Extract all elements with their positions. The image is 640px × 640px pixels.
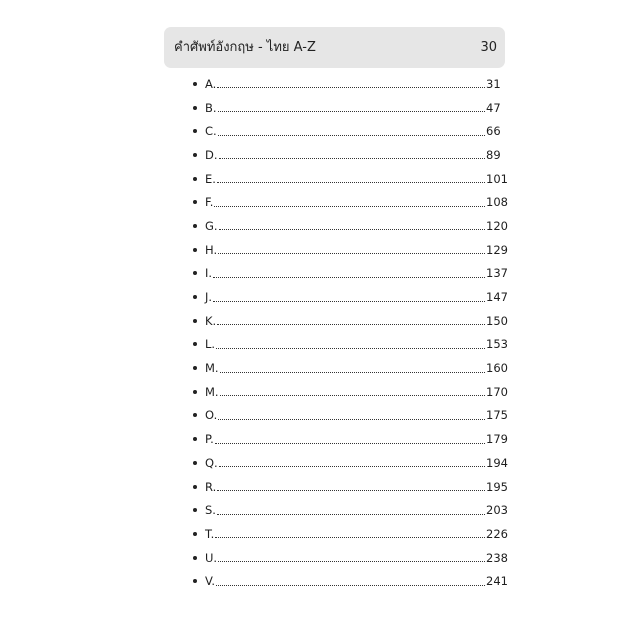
toc-item — [190, 356, 508, 380]
dot-leader — [218, 419, 485, 420]
toc-item — [190, 380, 508, 404]
bullet-icon — [193, 556, 197, 560]
toc-item — [190, 238, 508, 262]
section-page-number: 30 — [480, 40, 497, 55]
toc-letter: A. — [205, 76, 217, 91]
toc-page-number: 120 — [486, 218, 508, 233]
toc-page-number: 179 — [486, 432, 508, 447]
dot-leader — [218, 111, 485, 112]
bullet-icon — [193, 532, 197, 536]
toc-letter: K. — [205, 313, 217, 328]
toc-page-number: 238 — [486, 550, 508, 565]
toc-page-number: 47 — [486, 100, 501, 115]
toc-page-number: 203 — [486, 503, 508, 518]
dot-leader — [215, 443, 485, 444]
dot-leader — [213, 301, 485, 302]
bullet-icon — [193, 153, 197, 157]
toc-page-number: 89 — [486, 147, 501, 162]
dot-leader — [219, 229, 485, 230]
toc-letter: R. — [205, 479, 217, 494]
dot-leader — [218, 135, 485, 136]
toc-page-number: 160 — [486, 361, 508, 376]
bullet-icon — [193, 271, 197, 275]
dot-leader — [218, 253, 485, 254]
bullet-icon — [193, 295, 197, 299]
bullet-icon — [193, 413, 197, 417]
toc-page-number: 175 — [486, 408, 508, 423]
toc-page-number: 153 — [486, 337, 508, 352]
toc-item — [190, 546, 508, 570]
dot-leader — [216, 348, 485, 349]
dot-leader — [217, 87, 485, 88]
dot-leader — [213, 277, 485, 278]
toc-item — [190, 214, 508, 238]
dot-leader — [219, 466, 485, 467]
dot-leader — [217, 324, 485, 325]
dot-leader — [214, 206, 485, 207]
toc-item — [190, 475, 508, 499]
toc-page-number: 195 — [486, 479, 508, 494]
toc-item — [190, 569, 508, 593]
dot-leader — [217, 490, 485, 491]
dot-leader — [215, 537, 485, 538]
toc-letter: P. — [205, 432, 214, 447]
bullet-icon — [193, 342, 197, 346]
toc-letter: S. — [205, 503, 216, 518]
dot-leader — [217, 514, 485, 515]
dot-leader — [217, 182, 485, 183]
toc-item — [190, 285, 508, 309]
toc-page-number: 66 — [486, 124, 501, 139]
toc-letter: C. — [205, 124, 217, 139]
dot-leader — [218, 561, 485, 562]
toc-letter: J. — [205, 290, 213, 305]
toc-letter: T. — [205, 526, 215, 541]
dot-leader — [220, 395, 485, 396]
toc-item — [190, 72, 508, 96]
toc-item — [190, 96, 508, 120]
bullet-icon — [193, 508, 197, 512]
toc-page-number: 241 — [486, 574, 508, 589]
bullet-icon — [193, 106, 197, 110]
toc-page-number: 150 — [486, 313, 508, 328]
toc-letter: M. — [205, 361, 219, 376]
table-of-contents — [190, 72, 508, 593]
toc-item — [190, 522, 508, 546]
toc-page-number: 194 — [486, 455, 508, 470]
toc-page-number: 137 — [486, 266, 508, 281]
toc-page-number: 129 — [486, 242, 508, 257]
toc-letter: Q. — [205, 455, 218, 470]
bullet-icon — [193, 129, 197, 133]
toc-letter: E. — [205, 171, 216, 186]
dot-leader — [219, 158, 485, 159]
toc-item — [190, 190, 508, 214]
section-header — [164, 27, 505, 68]
bullet-icon — [193, 437, 197, 441]
toc-letter: I. — [205, 266, 213, 281]
bullet-icon — [193, 177, 197, 181]
toc-item — [190, 404, 508, 428]
toc-item — [190, 498, 508, 522]
bullet-icon — [193, 319, 197, 323]
bullet-icon — [193, 248, 197, 252]
toc-item — [190, 119, 508, 143]
toc-page-number: 101 — [486, 171, 508, 186]
bullet-icon — [193, 200, 197, 204]
toc-letter: H. — [205, 242, 218, 257]
toc-letter: M. — [205, 384, 219, 399]
toc-letter: G. — [205, 218, 218, 233]
toc-item — [190, 451, 508, 475]
toc-page-number: 108 — [486, 195, 508, 210]
section-title: คำศัพท์อังกฤษ - ไทย A-Z — [174, 40, 316, 55]
toc-letter: F. — [205, 195, 214, 210]
toc-letter: D. — [205, 147, 218, 162]
toc-item — [190, 143, 508, 167]
toc-item — [190, 309, 508, 333]
toc-letter: O. — [205, 408, 218, 423]
bullet-icon — [193, 82, 197, 86]
toc-item — [190, 167, 508, 191]
bullet-icon — [193, 579, 197, 583]
toc-page-number: 226 — [486, 526, 508, 541]
toc-page-number: 31 — [486, 76, 501, 91]
toc-letter: U. — [205, 550, 218, 565]
dot-leader — [216, 585, 485, 586]
bullet-icon — [193, 485, 197, 489]
toc-item — [190, 427, 508, 451]
toc-page-number: 170 — [486, 384, 508, 399]
dot-leader — [220, 372, 485, 373]
bullet-icon — [193, 461, 197, 465]
toc-item — [190, 262, 508, 286]
toc-page-number: 147 — [486, 290, 508, 305]
bullet-icon — [193, 224, 197, 228]
bullet-icon — [193, 390, 197, 394]
toc-letter: L. — [205, 337, 216, 352]
toc-letter: B. — [205, 100, 217, 115]
toc-item — [190, 333, 508, 357]
toc-letter: V. — [205, 574, 216, 589]
bullet-icon — [193, 366, 197, 370]
